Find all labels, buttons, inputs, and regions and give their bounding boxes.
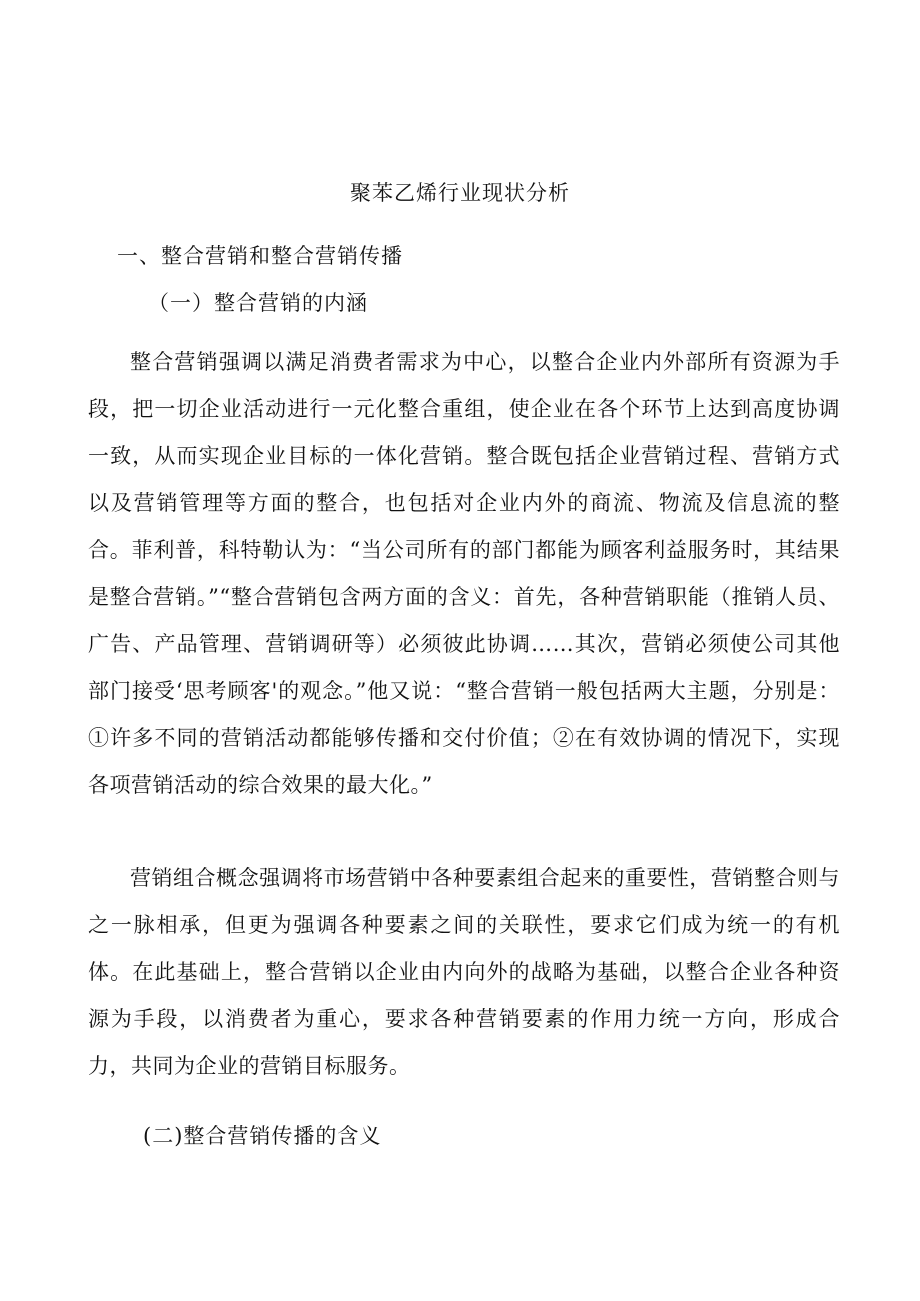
subsection-heading: （一）整合营销的内涵 <box>148 291 368 315</box>
document-title: 聚苯乙烯行业现状分析 <box>350 181 570 205</box>
body-paragraph: 整合营销强调以满足消费者需求为中心，以整合企业内外部所有资源为手段，把一切企业活动进行一元化整合重组，使企业在各个环节上达到高度协调一致，从而实现企业目标的一体化营销。整合既包括企业营销过程、营销方式以及营销管理等方面的整合，也包括对企业内外的商流、物流及信息流的整合。菲利普，科特勒认为：“当公司所有的部门都能为顾客利益服务时，其结果是整合营销。”“整合营销包含两方面的含义：首先，各种营销职能（推销人员、广告、产品管理、营销调研等）必须彼此协调……其次，营销必须使公司其他部门接受‘思考顾客'的观念。”他又说：“整合营销一般包括两大主题，分别是：①许多不同的营销活动都能够传播和交付价值；②在有效协调的情况下，实现各项营销活动的综合效果的最大化。” <box>88 350 840 797</box>
body-paragraph: 营销组合概念强调将市场营销中各种要素组合起来的重要性，营销整合则与之一脉相承，但更为强调各种要素之间的关联性，要求它们成为统一的有机体。在此基础上，整合营销以企业由内向外的战略为基础，以整合企业各种资源为手段，以消费者为重心，要求各种营销要素的作用力统一方向，形成合力，共同为企业的营销目标服务。 <box>88 866 840 1078</box>
section-heading: 一、整合营销和整合营销传播 <box>117 244 403 268</box>
subsection-heading: (二)整合营销传播的含义 <box>143 1124 382 1148</box>
